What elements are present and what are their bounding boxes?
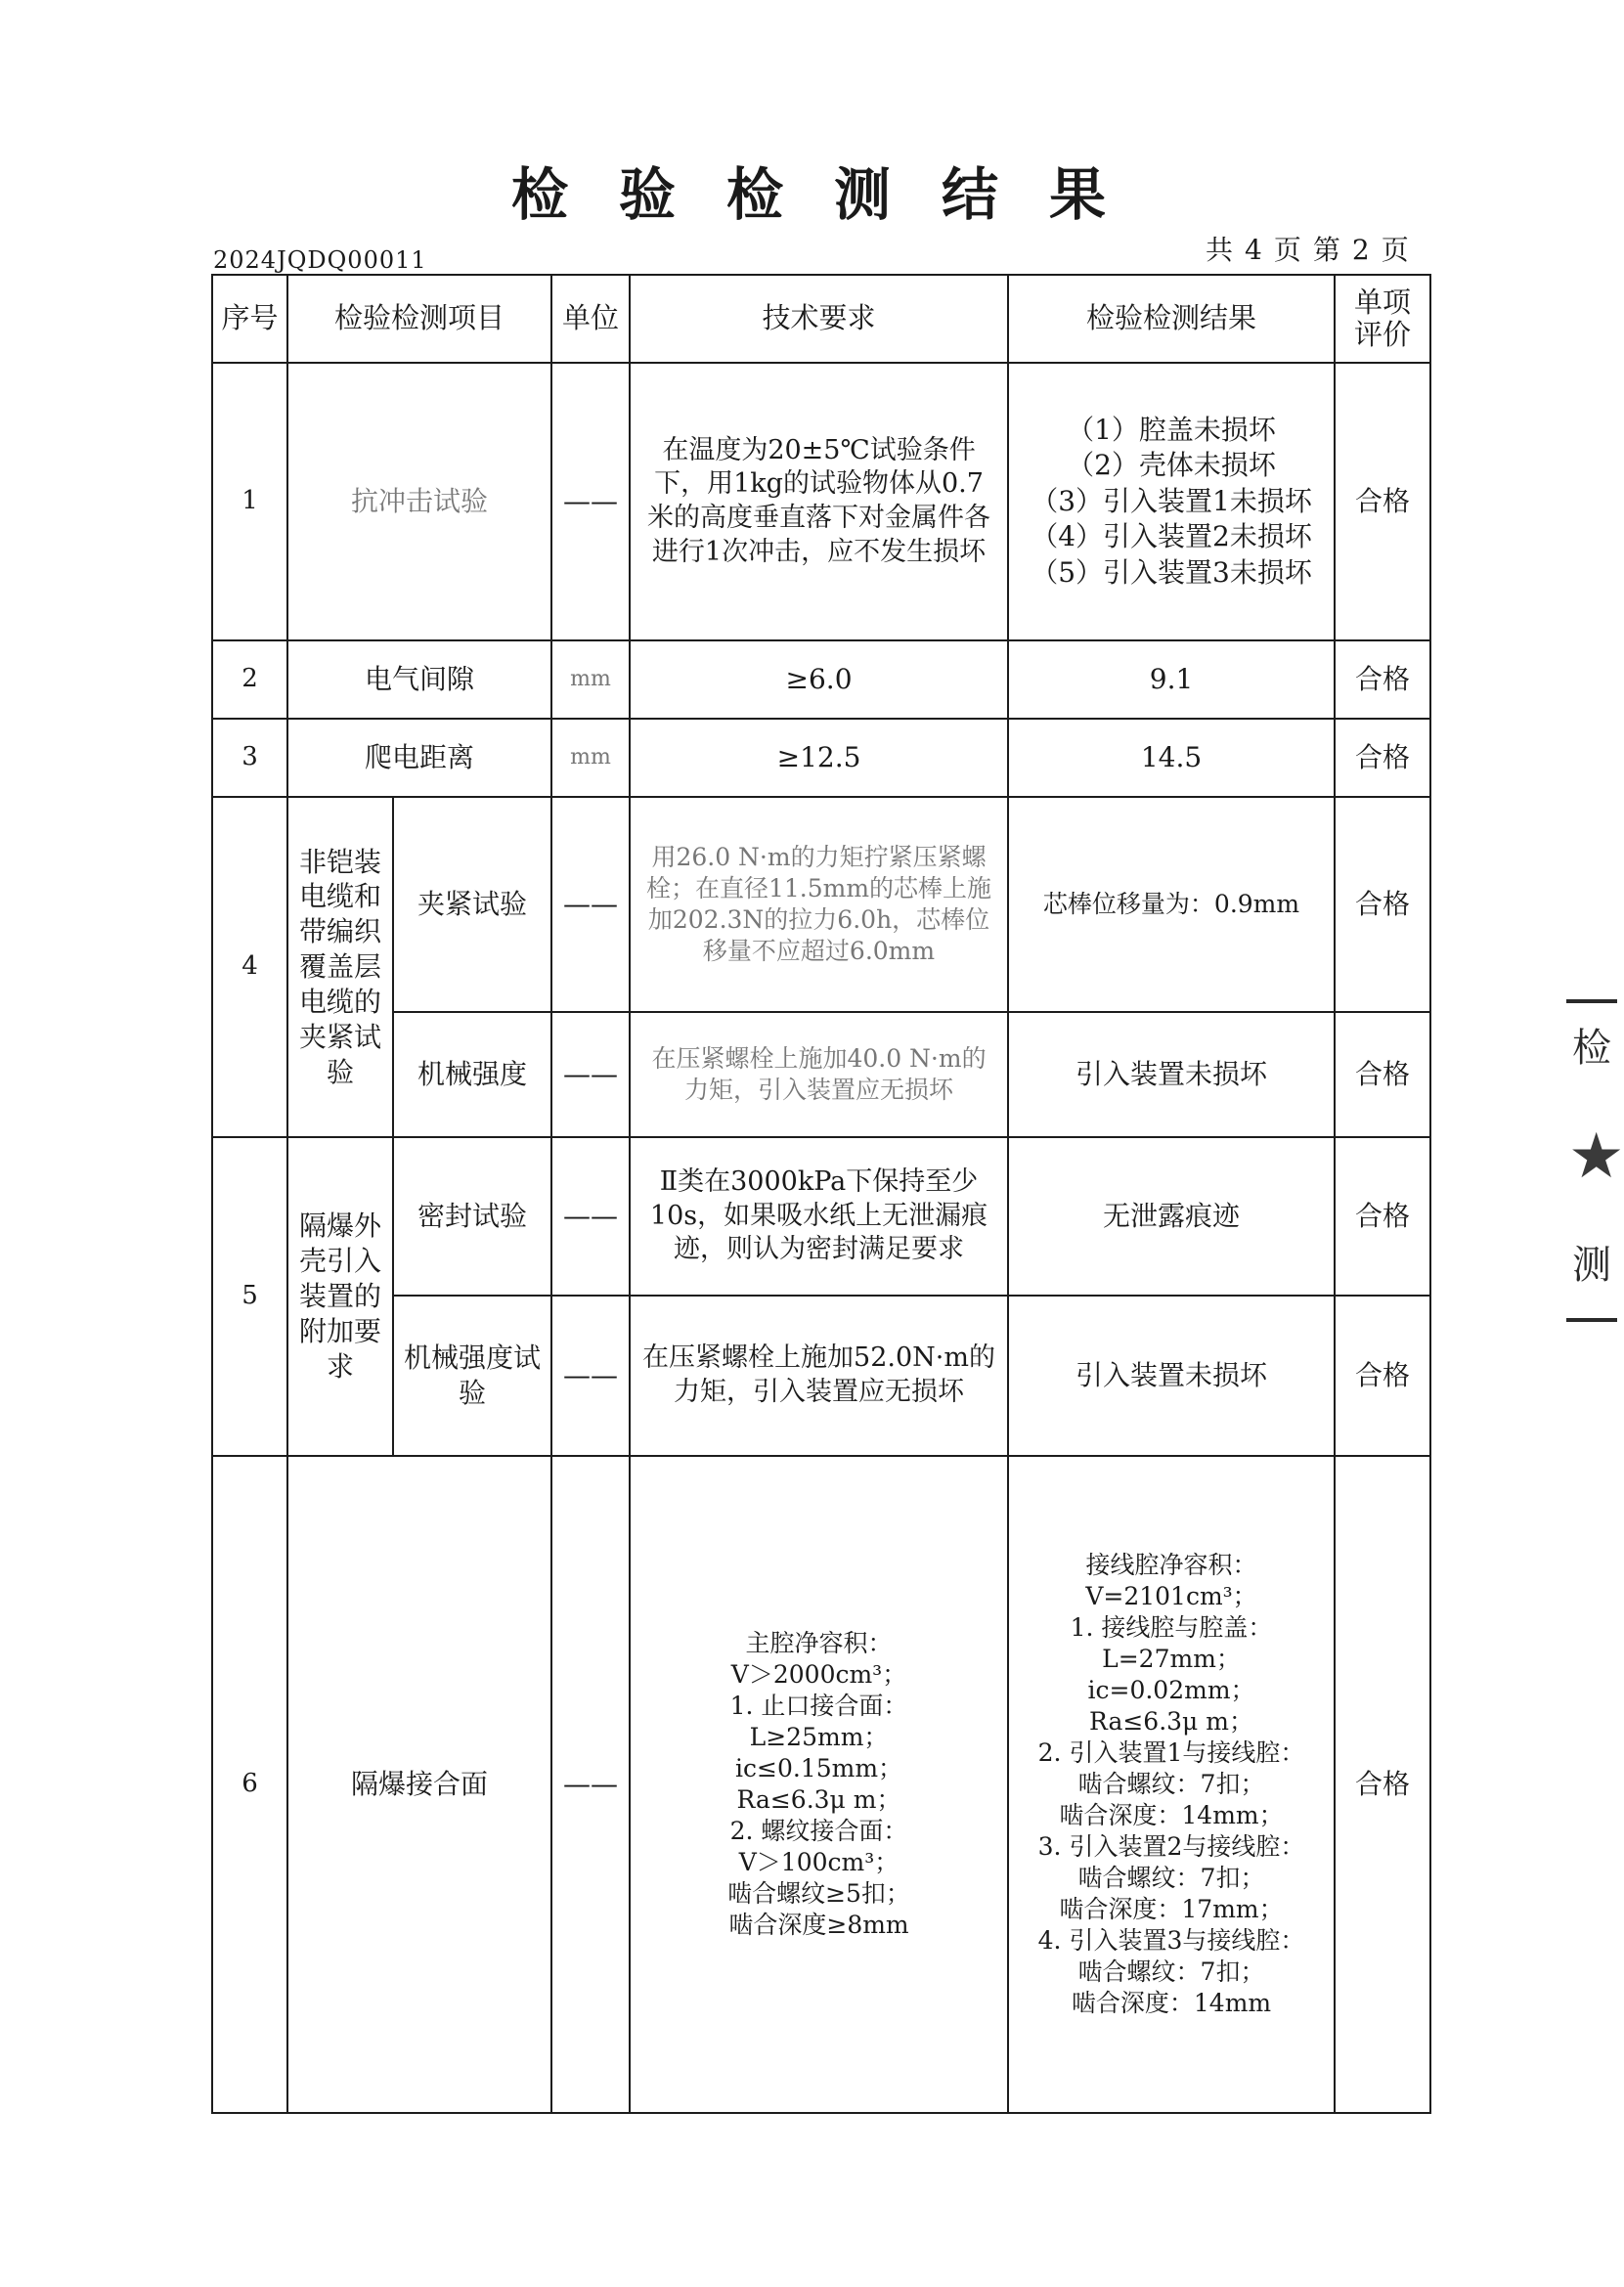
row-unit: —— <box>551 1296 630 1456</box>
page-current-prefix: 第 <box>1312 234 1342 266</box>
page-total: 4 <box>1245 234 1264 266</box>
result-line: L=27mm； <box>1102 1645 1241 1673</box>
row-requirement: 用26.0 N·m的力矩拧紧压紧螺栓；在直径11.5mm的芯棒上施加202.3N的拉力6.0h，芯棒位移量不应超过6.0mm <box>630 797 1008 1012</box>
requirement-line: 1. 止口接合面： <box>729 1692 908 1720</box>
row-result: 14.5 <box>1008 719 1335 797</box>
table-row <box>212 797 1430 1012</box>
result-line: V=2101cm³； <box>1085 1582 1257 1610</box>
table-row <box>212 363 1430 640</box>
table-row <box>212 1012 1430 1137</box>
row-result: 引入装置未损坏 <box>1008 1296 1335 1456</box>
row-result: 芯棒位移量为：0.9mm <box>1008 797 1335 1012</box>
requirement-line: Ra≤6.3μ m； <box>736 1785 901 1814</box>
page-count <box>1201 229 1416 268</box>
table-row <box>212 719 1430 797</box>
row-requirement: ≥6.0 <box>630 640 1008 719</box>
row-item: 隔爆接合面 <box>287 1456 551 2113</box>
page-title: 检验检测结果 <box>510 161 1157 228</box>
result-line: 接线腔净容积： <box>1085 1551 1257 1579</box>
row-subitem: 密封试验 <box>393 1137 551 1296</box>
row-subitem: 夹紧试验 <box>393 797 551 1012</box>
result-line: 3. 引入装置2与接线腔： <box>1037 1832 1305 1861</box>
row-seq: 6 <box>212 1456 287 2113</box>
row-seq: 2 <box>212 640 287 719</box>
result-line: 啮合深度：17mm； <box>1059 1895 1284 1923</box>
inspection-seal <box>1566 999 1624 1322</box>
result-line: 啮合螺纹：7扣； <box>1077 1770 1265 1798</box>
row-item: 爬电距离 <box>287 719 551 797</box>
page-total-prefix: 共 <box>1206 234 1236 266</box>
table-row <box>212 640 1430 719</box>
requirement-line: 啮合螺纹≥5扣； <box>727 1879 910 1908</box>
header-requirement: 技术要求 <box>630 275 1008 363</box>
result-line: Ra≤6.3μ m； <box>1089 1707 1253 1736</box>
page-current-suffix: 页 <box>1381 234 1411 266</box>
row-result: 9.1 <box>1008 640 1335 719</box>
row-category: 非铠装电缆和带编织覆盖层电缆的夹紧试验 <box>287 797 393 1137</box>
requirement-line: L≥25mm； <box>749 1723 889 1751</box>
result-line: 2. 引入装置1与接线腔： <box>1037 1738 1305 1767</box>
seal-char-top: 检 <box>1572 1026 1611 1071</box>
table-header-row <box>212 275 1430 363</box>
result-line: （2）壳体未损坏 <box>1067 449 1276 482</box>
row-requirement <box>630 1456 1008 2113</box>
result-line: 啮合深度：14mm <box>1071 1989 1272 2017</box>
row-evaluation: 合格 <box>1335 363 1430 640</box>
row-subitem: 机械强度 <box>393 1012 551 1137</box>
row-requirement: ≥12.5 <box>630 719 1008 797</box>
row-requirement: 在温度为20±5℃试验条件下，用1kg的试验物体从0.7米的高度垂直落下对金属件各进行1次冲击，应不发生损坏 <box>630 363 1008 640</box>
result-line: 啮合螺纹：7扣； <box>1077 1864 1265 1892</box>
row-item: 电气间隙 <box>287 640 551 719</box>
table-row <box>212 1296 1430 1456</box>
row-category: 隔爆外壳引入装置的附加要求 <box>287 1137 393 1456</box>
page-unit: 页 <box>1273 234 1303 266</box>
row-item: 抗冲击试验 <box>287 363 551 640</box>
requirement-line: V＞2000cm³； <box>730 1660 907 1689</box>
row-evaluation: 合格 <box>1335 719 1430 797</box>
row-unit: —— <box>551 1456 630 2113</box>
row-unit: mm <box>551 719 630 797</box>
result-line: （3）引入装置1未损坏 <box>1031 484 1312 517</box>
result-line: 啮合螺纹：7扣； <box>1077 1957 1265 1986</box>
result-line: 4. 引入装置3与接线腔： <box>1037 1926 1305 1955</box>
table-row <box>212 1456 1430 2113</box>
result-line: 啮合深度：14mm； <box>1059 1801 1284 1829</box>
row-evaluation: 合格 <box>1335 1456 1430 2113</box>
star-icon: ★ <box>1568 1121 1624 1193</box>
report-number: 2024JQDQ00011 <box>213 246 427 274</box>
row-evaluation: 合格 <box>1335 797 1430 1012</box>
header-evaluation <box>1335 275 1430 363</box>
row-unit: —— <box>551 797 630 1012</box>
header-unit: 单位 <box>551 275 630 363</box>
row-seq: 4 <box>212 797 287 1137</box>
row-seq: 1 <box>212 363 287 640</box>
row-unit: —— <box>551 363 630 640</box>
result-line: 1. 接线腔与腔盖： <box>1070 1613 1273 1642</box>
row-unit: —— <box>551 1012 630 1137</box>
row-requirement: Ⅱ类在3000kPa下保持至少10s，如果吸水纸上无泄漏痕迹，则认为密封满足要求 <box>630 1137 1008 1296</box>
row-evaluation: 合格 <box>1335 640 1430 719</box>
result-line: ic=0.02mm； <box>1087 1676 1255 1704</box>
row-requirement: 在压紧螺栓上施加52.0N·m的力矩，引入装置应无损坏 <box>630 1296 1008 1456</box>
row-seq: 3 <box>212 719 287 797</box>
header-seq: 序号 <box>212 275 287 363</box>
requirement-line: ic≤0.15mm； <box>735 1754 903 1782</box>
result-line: （4）引入装置2未损坏 <box>1031 520 1312 553</box>
row-requirement: 在压紧螺栓上施加40.0 N·m的力矩，引入装置应无损坏 <box>630 1012 1008 1137</box>
row-result <box>1008 363 1335 640</box>
row-seq: 5 <box>212 1137 287 1456</box>
results-table <box>211 274 1431 2114</box>
row-unit: mm <box>551 640 630 719</box>
page-current: 2 <box>1351 234 1372 266</box>
row-result: 无泄露痕迹 <box>1008 1137 1335 1296</box>
row-evaluation: 合格 <box>1335 1296 1430 1456</box>
requirement-line: V＞100cm³； <box>738 1848 900 1876</box>
result-line: （1）腔盖未损坏 <box>1067 414 1276 447</box>
row-result <box>1008 1456 1335 2113</box>
requirement-line: 主腔净容积： <box>745 1629 893 1657</box>
seal-char-bottom: 测 <box>1572 1243 1611 1288</box>
row-unit: —— <box>551 1137 630 1296</box>
header-item: 检验检测项目 <box>287 275 551 363</box>
row-subitem: 机械强度试验 <box>393 1296 551 1456</box>
requirement-line: 2. 螺纹接合面： <box>729 1817 908 1845</box>
row-evaluation: 合格 <box>1335 1137 1430 1296</box>
row-result: 引入装置未损坏 <box>1008 1012 1335 1137</box>
row-evaluation: 合格 <box>1335 1012 1430 1137</box>
header-evaluation-line2: 评价 <box>1354 318 1412 351</box>
header-evaluation-line1: 单项 <box>1354 285 1412 319</box>
header-result: 检验检测结果 <box>1008 275 1335 363</box>
requirement-line: 啮合深度≥8mm <box>728 1911 909 1939</box>
table-row <box>212 1137 1430 1296</box>
result-line: （5）引入装置3未损坏 <box>1031 555 1312 589</box>
